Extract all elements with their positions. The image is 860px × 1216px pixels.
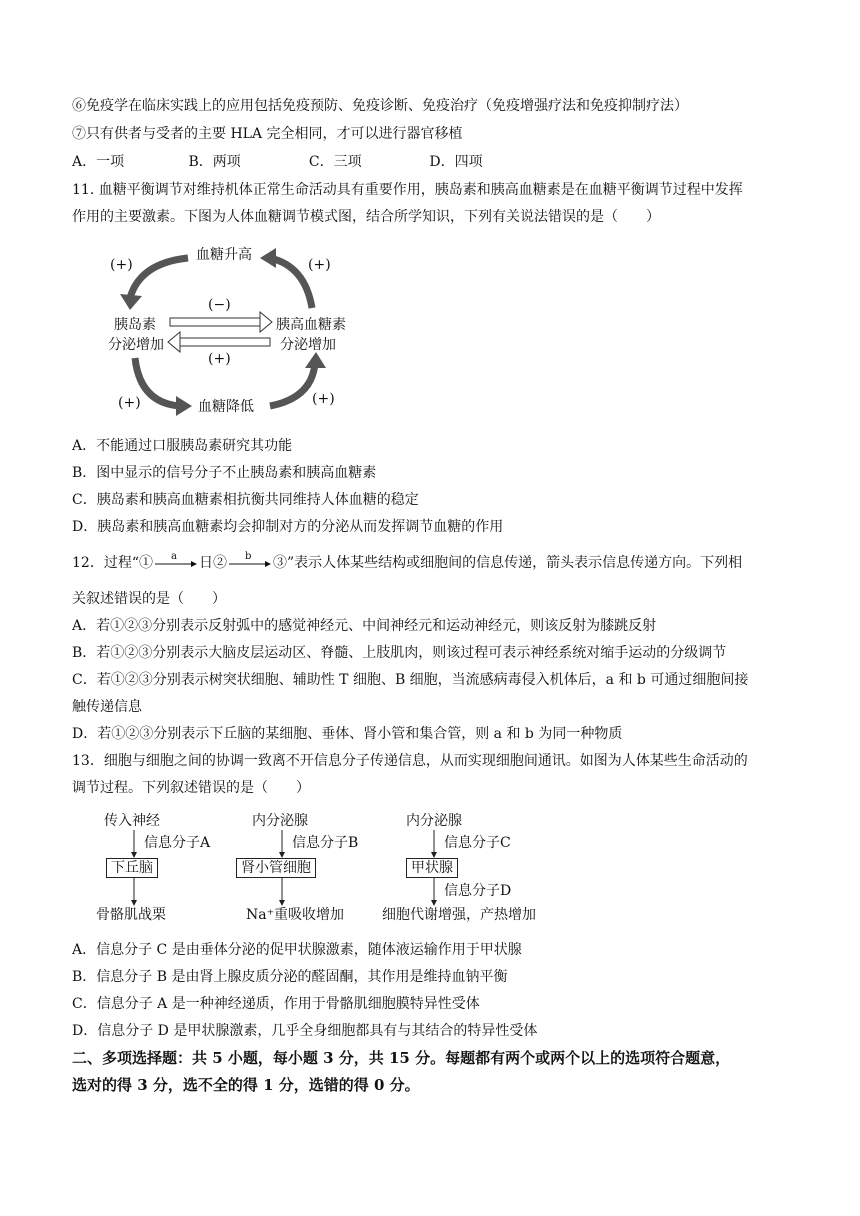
arrow-a [153,553,199,573]
arrow-b-icon [227,553,273,573]
section-2-heading-line1: 二、多项选择题：共 5 小题，每小题 3 分，共 15 分。每题都有两个或两个以上的选项符合题意， [72,1049,731,1067]
section-2-heading-line2: 选对的得 3 分，选不全的得 1 分，选错的得 0 分。 [72,1076,420,1094]
renal-tubule-box: 肾小管细胞 [236,858,316,878]
q13-stem-line1: 13．细胞与细胞之间的协调一致离不开信息分子传递信息，从而实现细胞间通讯。如图为人体某些生命活动的 [72,753,748,769]
afferent-nerve-label: 传入神经 [104,813,160,829]
signal-d-label: 信息分子D [444,883,512,899]
plus-sign-top-left: (+) [110,257,133,273]
q12-stem-mid: 日② [198,555,227,571]
na-reabsorption-label: Na⁺重吸收增加 [246,907,344,923]
q12-stem-line2: 关叙述错误的是（ ） [72,591,226,607]
q13-option-c: C．信息分子 A 是一种神经递质，作用于骨骼肌细胞膜特异性受体 [72,996,480,1012]
statement-6: ⑥免疫学在临床实践上的应用包括免疫预防、免疫诊断、免疫治疗（免疫增强疗法和免疫抑制疗法） [72,98,688,114]
q11-option-b: B．图中显示的信号分子不止胰岛素和胰高血糖素 [72,465,377,481]
glucagon-label: 胰高血糖素 [276,317,346,333]
hypothalamus-box: 下丘脑 [106,858,158,878]
shivering-label: 骨骼肌战栗 [96,907,166,923]
arrow-b [227,553,273,573]
q11-option-c: C．胰岛素和胰高血糖素相抗衡共同维持人体血糖的稳定 [72,492,419,508]
signal-b-label: 信息分子B [292,835,359,851]
endocrine-gland-label-1: 内分泌腺 [252,813,308,829]
q11-option-d: D．胰岛素和胰高血糖素均会抑制对方的分泌从而发挥调节血糖的作用 [72,519,504,535]
q11-stem-line2: 作用的主要激素。下图为人体血糖调节模式图，结合所学知识，下列有关说法错误的是（ ） [72,209,660,225]
q13-option-a: A．信息分子 C 是由垂体分泌的促甲状腺激素，随体液运输作用于甲状腺 [72,942,522,958]
arrow-b-label: b [244,551,252,562]
q13-stem-line2: 调节过程。下列叙述错误的是（ ） [72,780,310,796]
q12-option-c-continued: 触传递信息 [72,699,142,715]
q12-option-b: B．若①②③分别表示大脑皮层运动区、脊髓、上肢肌肉，则该过程可表示神经系统对缩手运动的分级调节 [72,645,727,661]
arrow-a-label: a [170,551,177,562]
thyroid-box: 甲状腺 [406,858,458,878]
q12-stem-post: ③”表示人体某些结构或细胞间的信息传递，箭头表示信息传递方向。下列相 [272,555,743,571]
q11-stem-line1: 11. 血糖平衡调节对维持机体正常生命活动具有重要作用，胰岛素和胰高血糖素是在血糖平衡调节过程中发挥 [72,182,743,198]
q12-stem-line1 [72,553,742,573]
q10-option-c: C．三项 [308,154,362,170]
q12-option-a: A．若①②③分别表示反射弧中的感觉神经元、中间神经元和运动神经元，则该反射为膝跳反射 [72,618,657,634]
q12-stem-pre: 12．过程“① [72,555,153,571]
blood-glucose-diagram [100,238,360,423]
plus-sign-middle: (+) [208,351,231,367]
metabolism-label: 细胞代谢增强，产热增加 [382,907,536,923]
q10-option-a: A．一项 [72,154,125,170]
signal-a-label: 信息分子A [144,835,211,851]
q10-option-d: D．四项 [429,154,483,170]
q11-option-a: A．不能通过口服胰岛素研究其功能 [72,438,293,454]
q13-option-d: D．信息分子 D 是甲状腺激素，几乎全身细胞都具有与其结合的特异性受体 [72,1023,538,1039]
insulin-secretion-label: 分泌增加 [108,337,164,353]
minus-sign-middle: (−) [208,297,231,313]
glucagon-secretion-label: 分泌增加 [280,337,336,353]
glucose-drop-label: 血糖降低 [198,399,254,415]
arrow-a-icon [153,553,199,573]
q10-options [72,152,483,172]
insulin-label: 胰岛素 [114,317,156,333]
q12-option-c: C．若①②③分别表示树突状细胞、辅助性 T 细胞、B 细胞，当流感病毒侵入机体后，a 和 b 可通过细胞间接 [72,672,749,688]
q13-option-b: B．信息分子 B 是由肾上腺皮质分泌的醛固酮，其作用是维持血钠平衡 [72,969,508,985]
plus-sign-bottom-left: (+) [118,395,141,411]
glucose-rise-label: 血糖升高 [196,247,252,263]
endocrine-gland-label-2: 内分泌腺 [406,813,462,829]
plus-sign-top-right: (+) [308,257,331,273]
signal-c-label: 信息分子C [444,835,511,851]
q10-option-b: B．两项 [188,154,241,170]
statement-7: ⑦只有供者与受者的主要 HLA 完全相同，才可以进行器官移植 [72,126,463,142]
signal-molecule-diagram [96,810,566,928]
q12-option-d: D．若①②③分别表示下丘脑的某细胞、垂体、肾小管和集合管，则 a 和 b 为同一种物质 [72,726,623,742]
plus-sign-bottom-right: (+) [312,391,335,407]
